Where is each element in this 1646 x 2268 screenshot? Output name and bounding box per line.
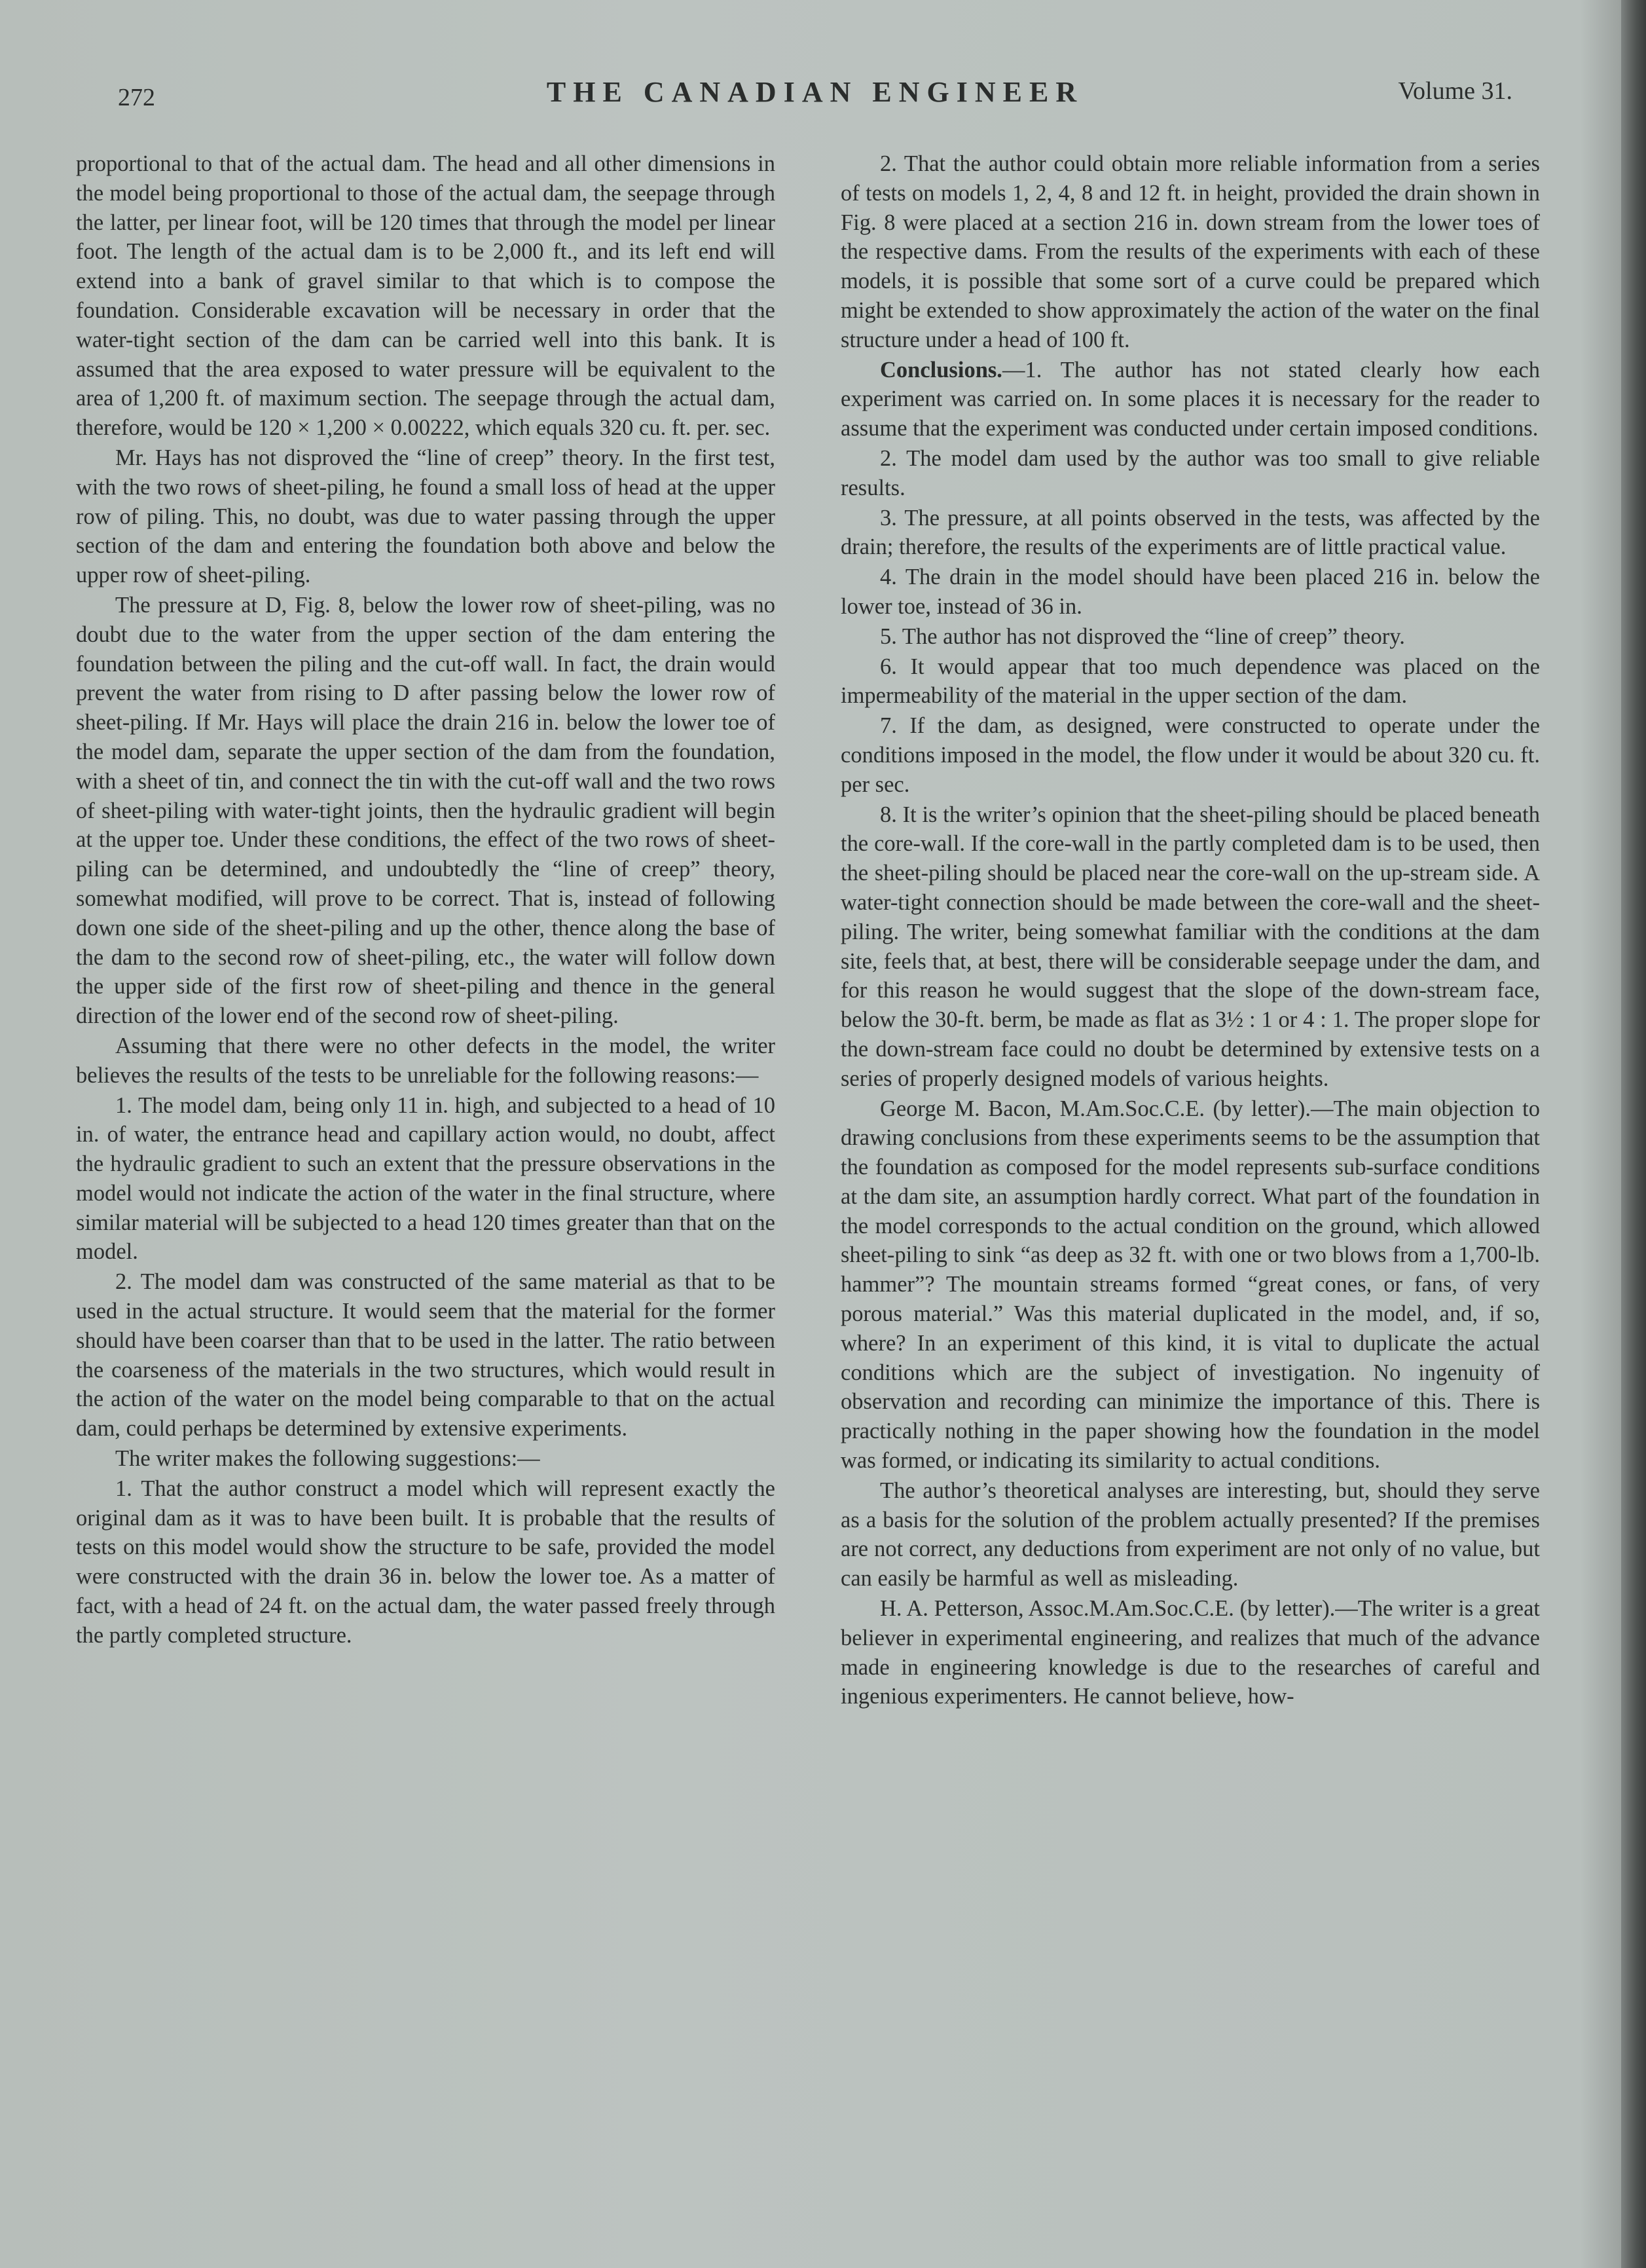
paragraph: The pressure at D, Fig. 8, below the lower row of sheet-piling, was no doubt due to the water from the upper section of the dam entering the foundation between the piling and the cut-off wall. In fact, the drain would prevent the water from rising to D after passing below the lower row of sheet-piling. If Mr. Hays will place the drain 216 in. below the lower toe of the model dam, separate the upper section of the dam from the foundation, with a sheet of tin, and connect the tin with the cut-off wall and the two rows of sheet-piling with water-tight joints, then the hydraulic gradient will begin at the upper toe. Under these conditions, the effect of the two rows of sheet-piling can be determined, and undoubtedly the “line of creep” theory, somewhat modified, will prove to be correct. That is, instead of following down one side of the sheet-piling and up the other, thence along the base of the dam to the second row of sheet-piling, etc., the water will follow down the upper side of the first row of sheet-piling and thence in the general direction of the lower end of the second row of sheet-piling.: [76, 592, 775, 1029]
book-spine-shadow: [1621, 0, 1646, 2268]
paragraph: 1. The model dam, being only 11 in. high, and subjected to a head of 10 in. of water, the entrance head and capillary action would, no doubt, affect the hydraulic gradient to such an extent that the pressure observations in the model would not indicate the action of the water in the final structure, where similar material will be subjected to a head 120 times greater than that on the model.: [76, 1092, 775, 1265]
paragraph: H. A. Petterson, Assoc.M.Am.Soc.C.E. (by letter).—The writer is a great believer in experimental engineering, and realizes that much of the advance made in engineering knowledge is due to the researches of careful and ingenious experimenters. He cannot believe, how-: [841, 1596, 1540, 1709]
paragraph: 1. That the author construct a model which will represent exactly the original dam as it was to have been built. It is probable that the results of tests on this model would show the structure to be safe, provided the model were constructed with the drain 36 in. below the lower toe. As a matter of fact, with a head of 24 ft. on the actual dam, the water passed freely through the partly completed structure.: [76, 1476, 775, 1648]
page-number: 272: [118, 84, 155, 111]
section-heading: Conclusions.: [880, 357, 1002, 382]
paragraph: The writer makes the following suggestions:—: [115, 1446, 540, 1472]
paragraph: 3. The pressure, at all points observed in the tests, was affected by the drain; therefore, the results of the experiments are of little practical value.: [841, 505, 1540, 560]
paragraph: Mr. Hays has not disproved the “line of creep” theory. In the first test, with the two rows of sheet-piling, he found a small loss of head at the upper row of piling. This, no doubt, was due to water passing through the upper section of the dam and entering the foundation both above and below the upper row of sheet-piling.: [76, 445, 775, 588]
paragraph: [841, 356, 1540, 443]
paragraph: George M. Bacon, M.Am.Soc.C.E. (by letter).—The main objection to drawing conclusions from these experiments seems to be the assumption that the foundation as composed for the model represents sub-surface conditions at the dam site, an assumption hardly correct. What part of the foundation in the model corresponds to the actual condition on the ground, which allowed sheet-piling to sink “as deep as 32 ft. with one or two blows from a 1,700-lb. hammer”? The mountain streams formed “great cones, or fans, of very porous material.” Was this material duplicated in the model, and, if so, where? In an experiment of this kind, it is vital to duplicate the actual conditions which are the subject of investigation. No ingenuity of observation and recording can minimize the importance of this. There is practically nothing in the paper showing how the foundation in the model was formed, or indicating its similarity to actual conditions.: [841, 1096, 1540, 1474]
paragraph: 2. The model dam used by the author was too small to give reliable results.: [841, 445, 1540, 500]
volume-label: Volume 31.: [1398, 77, 1512, 105]
journal-title: THE CANADIAN ENGINEER: [546, 76, 1084, 108]
paragraph: proportional to that of the actual dam. The head and all other dimensions in the model being proportional to those of the actual dam, the seepage through the latter, per linear foot, will be 120 times that through the model per linear foot. The length of the actual dam is to be 2,000 ft., and its left end will extend into a bank of gravel similar to that which is to compose the foundation. Considerable excavation will be necessary in order that the water-tight section of the dam can be carried well into this bank. It is assumed that the area exposed to water pressure will be equivalent to the area of 1,200 ft. of maximum section. The seepage through the actual dam, therefore, would be 120 × 1,200 × 0.00222, which equals 320 cu. ft. per. sec.: [76, 151, 775, 441]
paragraph-text: —1. The author has not stated clearly how each experiment was carried on. In some places it is necessary for the reader to assume that the experiment was conducted under certain imposed conditions.: [841, 357, 1540, 441]
paragraph: 8. It is the writer’s opinion that the sheet-piling should be placed beneath the core-wall. If the core-wall in the partly completed dam is to be used, then the sheet-piling should be placed near the core-wall on the up-stream side. A water-tight connection should be made between the core-wall and the sheet-piling. The writer, being somewhat familiar with the conditions at the dam site, feels that, at best, there will be considerable seepage under the dam, and for this reason he would suggest that the slope of the down-stream face, below the 30-ft. berm, be made as flat as 3½ : 1 or 4 : 1. The proper slope for the down-stream face could no doubt be determined by extensive tests on a series of properly designed models of various heights.: [841, 802, 1540, 1091]
paragraph: 5. The author has not disproved the “line of creep” theory.: [880, 623, 1405, 649]
page-header: [118, 75, 1512, 121]
paragraph: 4. The drain in the model should have been placed 216 in. below the lower toe, instead of 36 in.: [841, 565, 1540, 619]
paragraph: Assuming that there were no other defects in the model, the writer believes the results of the tests to be unreliable for the following reasons:—: [76, 1033, 775, 1088]
right-column: [841, 149, 1540, 1712]
paragraph: 2. That the author could obtain more reliable information from a series of tests on models 1, 2, 4, 8 and 12 ft. in height, provided the drain shown in Fig. 8 were placed at a section 216 in. down stream from the lower toes of the respective dams. From the results of the experiments with each of these models, it is possible that some sort of a curve could be prepared which might be extended to show approximately the action of the water on the final structure under a head of 100 ft.: [841, 151, 1540, 352]
paragraph: 7. If the dam, as designed, were constructed to operate under the conditions imposed in the model, the flow under it would be about 320 cu. ft. per sec.: [841, 713, 1540, 797]
paragraph: 6. It would appear that too much dependence was placed on the impermeability of the material in the upper section of the dam.: [841, 654, 1540, 709]
paragraph: 2. The model dam was constructed of the same material as that to be used in the actual structure. It would seem that the material for the former should have been coarser than that to be used in the latter. The ratio between the coarseness of the materials in the two structures, which would result in the action of the water on the model being comparable to that on the actual dam, could perhaps be determined by extensive experiments.: [76, 1269, 775, 1441]
paragraph: The author’s theoretical analyses are interesting, but, should they serve as a basis for the solution of the problem actually presented? If the premises are not correct, any deductions from experiment are not only of no value, but can easily be harmful as well as misleading.: [841, 1478, 1540, 1591]
left-column: [76, 149, 775, 1651]
